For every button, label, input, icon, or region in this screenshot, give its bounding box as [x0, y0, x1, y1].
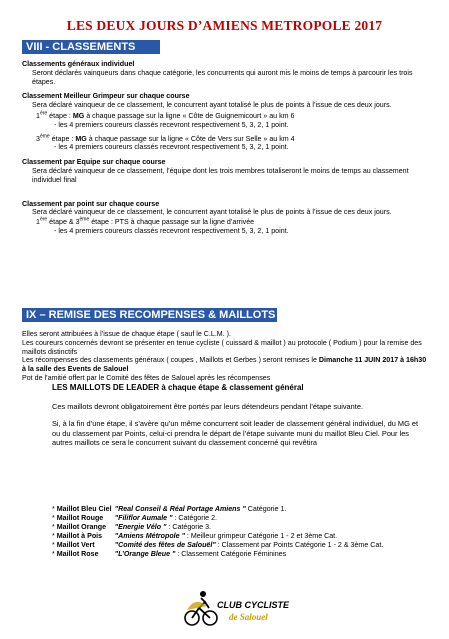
remise-line-4: Pot de l’amitié offert par le Comité des fêtes de Salouel après les récompenses: [22, 373, 271, 382]
maillot-item: * Maillot Bleu Ciel "Real Conseil & Réal Portage Amiens " Catégorie 1.: [52, 505, 287, 513]
maillot-item: * Maillot Vert "Comité des fêtes de Salouël" : Classement par Points Catégorie 1 - 2 & 3ème Cat.: [52, 541, 384, 550]
cyclist-icon: [185, 591, 217, 625]
club-logo: [183, 588, 289, 628]
equipe-text: Sera déclaré vainqueur de ce classement, l’équipe dont les trois membres totaliseront le moins de temps au classement individuel final: [32, 166, 409, 184]
maillots-section: [52, 383, 427, 448]
maillots-paragraph-2: Si, à la fin d’une étape, il s’avère qu’un même concurrent soit leader de classement général individuel, du MG et ou du classement par Points, celui-ci prendra le départ de l’étape suivante muni du maillot Bleu Ciel. Pour les autres maillots ce sera le concurrent suivant du classement concerné qui revêtira: [52, 419, 419, 448]
points-line: - les 4 premiers coureurs classés recevront respectivement 5, 3, 2, 1 point.: [54, 143, 289, 152]
etape3-line: 3ème étape : MG à chaque passage sur la ligne « Côte de Vers sur Selle » au km 4: [36, 133, 295, 143]
remise-line-3: Les récompenses des classements généraux ( coupes , Maillots et Gerbes ) seront remises le Dimanche 11 JUIN 2017 à 16h30 à la salle des Events de Salouel: [22, 356, 427, 374]
maillot-item: * Maillot Rouge "Filiflor Aumale " : Catégorie 2.: [52, 514, 218, 523]
gen-heading: Classements généraux individuel: [22, 60, 135, 68]
grimpeur-heading: Classement Meilleur Grimpeur sur chaque course: [22, 92, 190, 101]
maillots-heading: LES MAILLOTS DE LEADER à chaque étape & classement général: [52, 383, 304, 392]
logo-line-2: de Salouel: [229, 612, 268, 622]
section-classements-heading: VIII - CLASSEMENTS: [22, 40, 160, 54]
classements-section: [22, 60, 432, 236]
grimpeur-text: Sera déclaré vainqueur de ce classement, le concurrent ayant totalisé le plus de points à l’issue de ces deux jours.: [32, 101, 392, 110]
remise-line-2: Les coureurs concernés devront se présenter en tenue cycliste ( cuissard & maillot ) au protocole ( Podium ) pour la remise des maillots distinctifs: [22, 338, 422, 356]
points-line: - les 4 premiers coureurs classés recevront respectivement 5, 3, 2, 1 point.: [54, 120, 289, 129]
remise-line-1: Elles seront attribuées à l’issue de chaque étape ( sauf le C.L.M. ).: [22, 330, 231, 338]
section-remise-heading: IX – REMISE DES RECOMPENSES & MAILLOTS: [22, 308, 277, 322]
remise-section: [22, 330, 432, 383]
maillots-paragraph-1: Ces maillots devront obligatoirement être portés par leurs détendeurs pendant l’étape suivante.: [52, 401, 363, 411]
equipe-heading: Classement par Equipe sur chaque course: [22, 158, 166, 167]
points-line: - les 4 premiers coureurs classés recevront respectivement 5, 3, 2, 1 point.: [54, 226, 289, 235]
maillot-item: * Maillot Rose "L’Orange Bleue " : Classement Catégorie Féminines: [52, 550, 287, 559]
maillot-item: * Maillot à Pois "Amiens Métropole " : Meilleur grimpeur Catégorie 1 - 2 et 3ème Cat.: [52, 532, 338, 541]
maillots-list: [52, 505, 442, 560]
point-heading: Classement par point sur chaque course: [22, 199, 160, 208]
etape1-line: 1ère étape : MG à chaque passage sur la ligne « Côte de Guignemicourt » au km 6: [36, 110, 295, 120]
logo-line-1: CLUB CYCLISTE: [217, 600, 289, 610]
document-title: LES DEUX JOURS D’AMIENS METROPOLE 2017: [66, 18, 383, 33]
maillot-item: * Maillot Orange "Energie Vélo " : Catégorie 3.: [52, 523, 211, 532]
etape-points-line: 1ère étape & 3ème étape : PTS à chaque passage sur la ligne d’arrivée: [36, 216, 255, 227]
point-text: Sera déclaré vainqueur de ce classement, le concurrent ayant totalisé le plus de points à l’issue de ces deux jours.: [32, 208, 392, 217]
gen-text: Seront déclarés vainqueurs dans chaque catégorie, les concurrents qui auront mis le moins de temps à parcourir les trois étapes.: [32, 68, 413, 86]
